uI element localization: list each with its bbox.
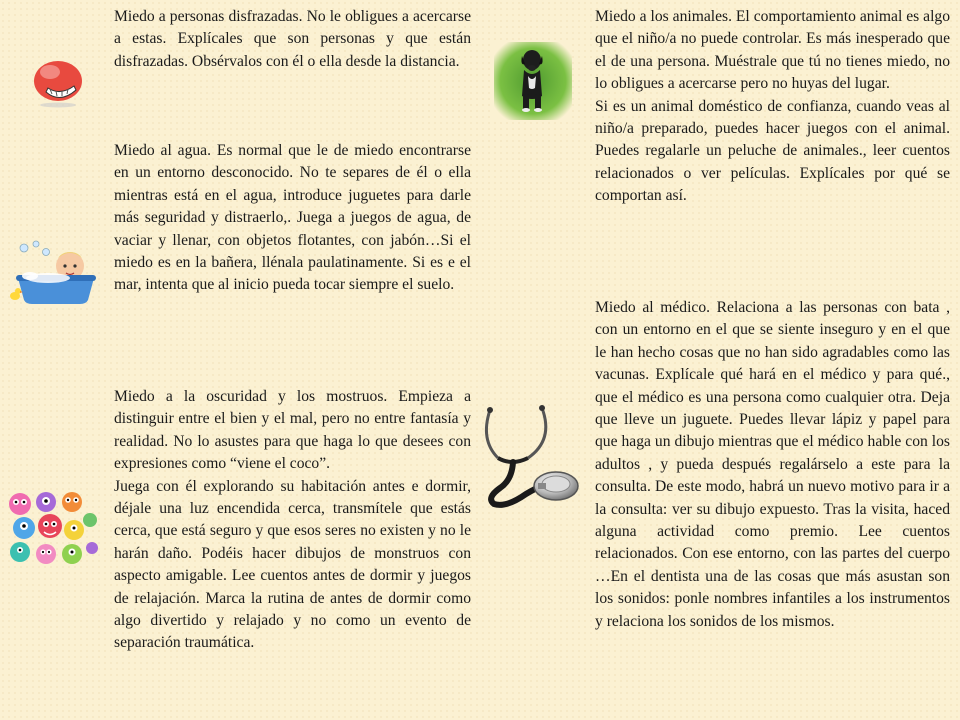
baby-bath-icon xyxy=(8,238,98,308)
section-text: Miedo al agua. Es normal que le de miedo encontrarse en un entorno desconocido. No te separes de él o ella mientras está en el agua, introduce juguetes para darle más seguridad y distraerlo,. Juega a juegos de agua, de vaciar y llenar, con objetos flotantes, con jabón…Si el miedo es en la bañera, llénala paulatinamente. Si es e el mar, intenta que al inicio pueda tocar siempre el suelo. xyxy=(114,142,471,294)
clown-nose-mask-icon xyxy=(28,48,88,108)
section-text: Miedo a personas disfrazadas. No le obligues a acercarse a estas. Explícales que son personas y que están disfrazadas. Obsérvalos con él o ella desde la distancia. xyxy=(114,8,471,70)
stethoscope-icon xyxy=(476,400,580,510)
cute-monsters-icon xyxy=(6,490,98,566)
section-text: Miedo al médico. Relaciona a las personas con bata , con un entorno en el que se siente inseguro y en el que le han hecho cosas que no han sido agradables como las vacunas. Explícale qué hará en el médico y para qué., que el médico es una persona como cualquier otra. Deja que lleve un juguete. Puedes llevar lápiz y papel para que haga un dibujo mientras que el médico hable con los adultos , y pueda después regalárselo a este para la consulta. De este modo, habrá un nuevo motivo para ir a la consulta: ver su dibujo expuesto. Tras la visita, haced alguna actividad como premio. Lee cuentos relacionados. Con ese entorno, con las partes del cuerpo …En el dentista una de las cosas que más asustan son los sonidos: ponle nombres infantiles a los instrumentos y relaciona los sonidos de los mismos. xyxy=(595,299,950,630)
section-miedo-medico xyxy=(595,297,950,633)
section-miedo-disfraces xyxy=(114,6,471,73)
section-text: Miedo a los animales. El comportamiento animal es algo que el niño/a no puede controlar. Es más inesperado que el de una persona. Muéstrale que tú no tienes miedo, no lo obligues a acercarse pero no huyas del lugar. xyxy=(595,8,950,93)
section-miedo-oscuridad xyxy=(114,386,471,655)
puppy-photo-icon xyxy=(494,42,572,120)
section-text: Miedo a la oscuridad y los mostruos. Empieza a distinguir entre el bien y el mal, pero no entre fantasía y realidad. No lo asustes para que haga lo que desees con expresiones como “viene el coco”. xyxy=(114,388,471,473)
section-text: Si es un animal doméstico de confianza, cuando veas al niño/a preparado, puedes hacer juegos con el animal. Puedes regalarle un peluche de animales., leer cuentos relacionados o ver películas. Explícales por qué se comportan así. xyxy=(595,97,950,205)
section-text: Juega con él explorando su habitación antes e dormir, déjale una luz encendida cerca, transmítele que estás cerca, que está seguro y que esos seres no existen y no le harán daño. Podéis hacer dibujos de monstruos con aspecto amigable. Lee cuentos antes de dormir y juegos de relajación. Marca la rutina de antes de dormir como algo divertido y relajado y no como un evento de separación traumática. xyxy=(114,477,471,652)
section-miedo-agua xyxy=(114,140,471,297)
section-miedo-animales xyxy=(595,6,950,208)
